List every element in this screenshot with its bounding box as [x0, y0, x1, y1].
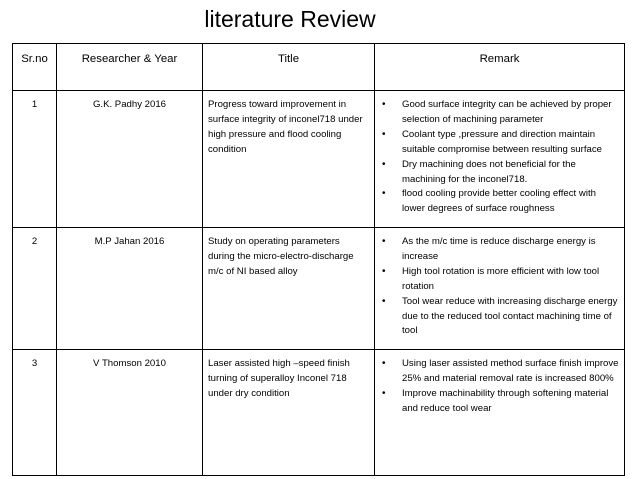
row-sr-no: 1	[13, 91, 57, 228]
row-sr-no: 2	[13, 228, 57, 350]
bullet-icon: •	[382, 387, 386, 399]
remark-item: • Coolant type ,pressure and direction maintain suitable compromise between resulting surface	[382, 128, 602, 155]
bullet-icon: •	[382, 99, 386, 110]
bullet-icon: •	[382, 158, 386, 170]
remark-item: • As the m/c time is reduce discharge energy is increase	[382, 236, 596, 262]
table-header-row	[13, 44, 625, 91]
row-remarks	[375, 350, 625, 476]
literature-review-table	[12, 43, 625, 476]
header-researcher-year: Researcher & Year	[57, 44, 203, 91]
row-researcher: V Thomson 2010	[57, 350, 203, 476]
row-sr-no: 3	[13, 350, 57, 476]
row-researcher: G.K. Padhy 2016	[57, 91, 203, 228]
remark-item: • flood cooling provide better cooling effect with lower degrees of surface roughness	[382, 188, 596, 215]
remark-item: • Good surface integrity can be achieved by proper selection of machining parameter	[382, 99, 612, 125]
remark-item: • Tool wear reduce with increasing discharge energy due to the reduced tool contact machining time of tool	[382, 295, 618, 337]
row-researcher: M.P Jahan 2016	[57, 228, 203, 350]
header-title: Title	[203, 44, 375, 91]
row-remarks	[375, 91, 625, 228]
bullet-icon: •	[382, 295, 386, 307]
header-remark: Remark	[375, 44, 625, 91]
table-row	[13, 91, 625, 228]
table-row	[13, 228, 625, 350]
table-row	[13, 350, 625, 476]
bullet-icon: •	[382, 128, 386, 140]
bullet-icon: •	[382, 358, 386, 369]
row-title: Study on operating parameters during the micro-electro-discharge m/c of NI based alloy	[203, 228, 375, 350]
remark-item: • Using laser assisted method surface finish improve 25% and material removal rate is increased 800%	[382, 358, 619, 384]
bullet-icon: •	[382, 265, 386, 277]
row-title: Progress toward improvement in surface integrity of inconel718 under high pressure and flood cooling condition	[203, 91, 375, 228]
row-remarks	[375, 228, 625, 350]
remark-item: • Dry machining does not beneficial for the machining for the inconel718.	[382, 158, 576, 185]
bullet-icon: •	[382, 236, 386, 247]
row-title: Laser assisted high –speed finish turning of superalloy Inconel 718 under dry condition	[203, 350, 375, 476]
remark-item: • Improve machinability through softening material and reduce tool wear	[382, 387, 609, 414]
remark-item: • High tool rotation is more efficient with low tool rotation	[382, 265, 600, 292]
header-sr-no: Sr.no	[13, 44, 57, 91]
bullet-icon: •	[382, 188, 386, 200]
page-title: literature Review	[204, 6, 376, 32]
